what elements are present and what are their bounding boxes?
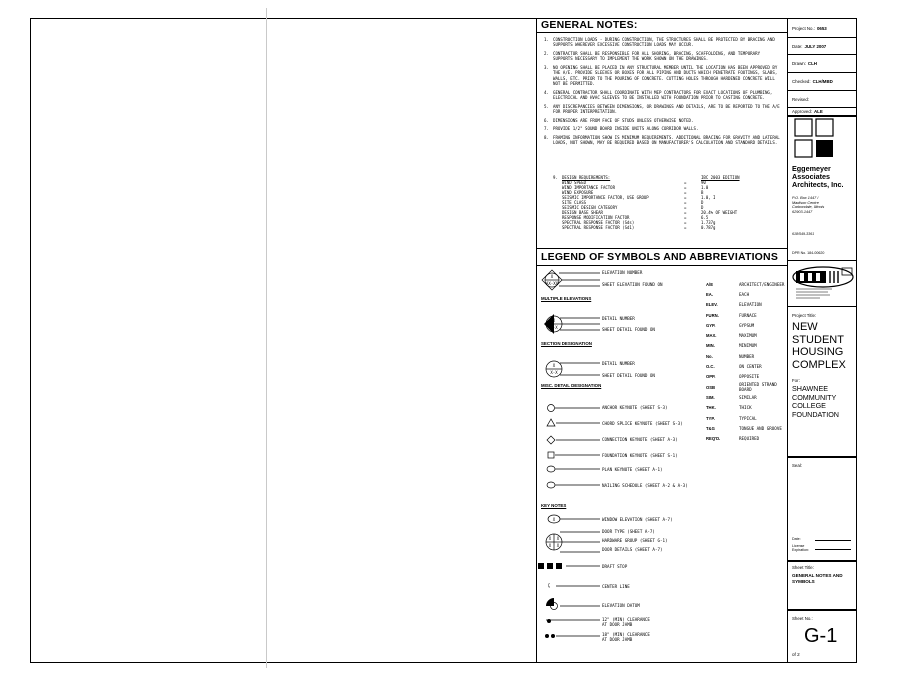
legend-detail2-number: DETAIL NUMBER xyxy=(602,361,635,366)
legend-multiple-elevations: MULTIPLE ELEVATIONS xyxy=(541,296,592,301)
abbreviation-row: A/E ARCHITECT/ENGINEER xyxy=(706,281,785,287)
legend-section-designation: SECTION DESIGNATION xyxy=(541,341,592,346)
legend-keynote: CHORD SPLICE KEYNOTE (SHEET S-3) xyxy=(602,421,683,426)
legend-window: WINDOW ELEVATION (SHEET A-7) xyxy=(602,517,673,522)
firm-phone: 618/549-3361 xyxy=(792,232,815,236)
abbreviation-row: GYP. GYPSUM xyxy=(706,322,755,328)
design-header: 9. DESIGN REQUIREMENTS: IBC 2003 EDITION xyxy=(553,175,740,180)
svg-text:X: X xyxy=(552,363,556,368)
legend-misc-detail: MISC. DETAIL DESIGNATION xyxy=(541,383,602,388)
abbreviation-row: OSB ORIENTED STRAND BOARD xyxy=(706,382,777,393)
design-row: WIND SPEED = 90 xyxy=(562,180,706,185)
note-item: 1. CONSTRUCTION LOADS - DURING CONSTRUCTION, THE STRUCTURES SHALL BE PROTECTED BY BRACING AND SUPPORTS WHEREVER EXCESSIVE CONSTRUCTION LOADS MAY OCCUR. xyxy=(544,37,775,48)
abbreviation-row: O.C. ON CENTER xyxy=(706,364,762,370)
abbreviation-row: SIM. SIMILAR xyxy=(706,394,757,400)
note-item: 3. NO OPENING SHALL BE PLACED IN ANY STRUCTURAL MEMBER UNTIL THE LOCATION HAS BEEN APPROVED BY THE A/E. PROVIDE SLEEVES OR BOXES FOR ALL PIPING AND DUCTS WHICH PENETRATE FOOTINGS, SLABS, WALLS, ETC. PRIOR TO THE POURING OF CONCRETE. CUTTING HOLES THROUGH HARDENED CONCRETE WILL NOT BE PERMITTED. xyxy=(544,65,778,87)
consultant-logo xyxy=(790,265,856,303)
note-item: 8. FRAMING INFORMATION SHOW IS MINIMUM REQUIREMENTS. ADDITIONAL BRACING FOR GRAVITY AND LATERAL LOADS, NOT SHOWN, MAY BE REQUIRED BASED ON MANUFACTURER'S CALCULATION AND STANDARD DETAILS. xyxy=(544,135,780,146)
general-notes-list xyxy=(544,37,782,149)
note-item: 5. ANY DISCREPANCIES BETWEEN DIMENSIONS, OR DRAWINGS AND DETAILS, ARE TO BE REPORTED TO THE A/E FOR PROPER INTERPRETATION. xyxy=(544,103,780,115)
project-title: NEW STUDENT HOUSING COMPLEX xyxy=(792,321,846,371)
abbreviation-row: TYP. TYPICAL xyxy=(706,415,757,421)
legend-hardware-group: HARDWARE GROUP (SHEET G-1) xyxy=(602,538,668,543)
svg-text:X: X xyxy=(556,536,560,541)
abbreviation-row: REQ'D. REQUIRED xyxy=(706,436,760,442)
tb-rule xyxy=(788,260,857,261)
design-row: DESIGN BASE SHEAR = 20.4% OF WEIGHT xyxy=(562,210,738,215)
general-notes-title: GENERAL NOTES: xyxy=(541,19,638,31)
firm-address: P.O. Box 1447 / Madison Centre Carbondale, Illinois 62903-1447 xyxy=(792,196,825,214)
revised-cell: Revised: xyxy=(788,91,857,108)
svg-text:X: X xyxy=(552,517,556,522)
design-requirements-table xyxy=(553,175,781,230)
legend-keynote: NAILING SCHEDULE (SHEET A-2 & A-3) xyxy=(602,483,688,488)
legend-title: LEGEND OF SYMBOLS AND ABBREVIATIONS xyxy=(541,251,779,263)
abbreviation-row: ELEV. ELEVATION xyxy=(706,302,762,308)
tb-rule xyxy=(788,456,857,458)
svg-text:X: X xyxy=(548,536,552,541)
client-name: SHAWNEE COMMUNITY COLLEGE FOUNDATION xyxy=(792,384,839,419)
sheet-title-label: Sheet Title: xyxy=(792,565,814,570)
seal-date-label: Date: xyxy=(792,537,801,541)
seal-label: Seal: xyxy=(792,463,803,468)
abbreviation-row: EA. EACH xyxy=(706,291,750,297)
checked-cell: Checked: CLH/MBD xyxy=(788,73,857,91)
note-item: 7. PROVIDE 1/2" SOUND BOARD INSIDE UNITS ALONG CORRIDOR WALLS. xyxy=(544,126,699,132)
tb-rule xyxy=(788,560,857,562)
legend-elevation-number: ELEVATION NUMBER xyxy=(602,270,643,275)
sheet-count: of 2 xyxy=(792,652,800,657)
seal-license-label: License Expiration: xyxy=(792,544,809,552)
abbreviations-list xyxy=(706,279,788,444)
svg-text:X-X: X-X xyxy=(550,370,558,375)
legend-elevation-sheet: SHEET ELEVATION FOUND ON xyxy=(602,282,663,287)
drawn-cell: Drawn: CLH xyxy=(788,55,857,73)
seal-date-line xyxy=(815,540,851,541)
abbreviation-row: FURN. FURNACE xyxy=(706,312,757,318)
svg-text:Ç: Ç xyxy=(547,583,551,588)
svg-text:X: X xyxy=(552,318,556,323)
project-title-label: Project Title: xyxy=(792,313,817,318)
legend-keynote: PLAN KEYNOTE (SHEET A-1) xyxy=(602,467,663,472)
svg-text:X: X xyxy=(556,543,560,548)
legend-key-notes-label: KEY NOTES xyxy=(541,503,567,508)
legend-detail2-sheet: SHEET DETAIL FOUND ON xyxy=(602,373,655,378)
notes-title-rule xyxy=(536,32,787,33)
note-item: 4. GENERAL CONTRACTOR SHALL COORDINATE WITH MEP CONTRACTORS FOR EXACT LOCATIONS OF PLUMBING, ELECTRICAL AND HVAC SLEEVES TO BE INSTALLED WITH FOUNDATION PRIOR TO CASTING CONCRETE. xyxy=(544,89,773,101)
legend-top-rule xyxy=(536,248,787,249)
abbreviation-row: THK. THICK xyxy=(706,405,752,411)
svg-text:AX-XX: AX-XX xyxy=(545,281,559,286)
project-no-cell: Project No.: 0653 xyxy=(788,20,857,38)
firm-logo xyxy=(794,118,836,160)
design-row: RESPONSE MODIFICATION FACTOR = 6.5 xyxy=(562,215,709,220)
legend-clearance-12: 12" (MIN) CLEARANCE AT DOOR JAMB xyxy=(602,617,650,627)
design-row: WIND IMPORTANCE FACTOR = 1.0 xyxy=(562,185,709,190)
legend-elevation-datum: ELEVATION DATUM xyxy=(602,603,640,608)
legend-keynote: FOUNDATION KEYNOTE (SHEET S-1) xyxy=(602,453,678,458)
legend-keynote: ANCHOR KEYNOTE (SHEET S-3) xyxy=(602,405,668,410)
date-cell: Date: JULY 2007 xyxy=(788,38,857,55)
firm-name: Eggemeyer Associates Architects, Inc. xyxy=(792,164,844,189)
sheet-title: GENERAL NOTES AND SYMBOLS xyxy=(792,573,843,584)
design-row: WIND EXPOSURE = B xyxy=(562,190,704,195)
svg-text:X-X: X-X xyxy=(550,325,558,330)
legend-draft-stop: DRAFT STOP xyxy=(602,564,628,569)
tb-rule xyxy=(788,306,857,307)
legend-door-type: DOOR TYPE (SHEET A-7) xyxy=(602,529,655,534)
approved-cell: Approved: ALE xyxy=(788,108,857,117)
note-item: 6. DIMENSIONS ARE FROM FACE OF STUDS UNLESS OTHERWISE NOTED. xyxy=(544,117,694,123)
seal-license-line xyxy=(815,549,851,550)
sheet-number-label: Sheet No.: xyxy=(792,616,813,621)
abbreviation-row: T&G TONGUE AND GROOVE xyxy=(706,425,782,431)
legend-detail-sheet: SHEET DETAIL FOUND ON xyxy=(602,327,655,332)
svg-text:X: X xyxy=(548,543,552,548)
design-row: SEISMIC DESIGN CATEGORY = D xyxy=(562,205,704,210)
sheet-number: G-1 xyxy=(804,625,838,647)
abbreviation-row: MAX. MAXIMUM xyxy=(706,333,757,339)
svg-text:X: X xyxy=(550,274,554,279)
design-row: SITE CLASS = D xyxy=(562,200,704,205)
note-item: 2. CONTRACTOR SHALL BE RESPONSIBLE FOR ALL SHORING, BRACING, SCAFFOLDING, AND TEMPORARY SUPPORTS NECESSARY TO IMPLEMENT THE WORK SHOWN ON THE DRAWINGS. xyxy=(544,51,761,62)
legend-detail-number: DETAIL NUMBER xyxy=(602,316,635,321)
tb-rule xyxy=(788,609,857,611)
design-row: SEISMIC IMPORTANCE FACTOR, USE GROUP = 1.0, I xyxy=(562,195,716,200)
design-row: SPECTRAL RESPONSE FACTOR (Sds) = 1.737g xyxy=(562,220,716,225)
legend-keynote: CONNECTION KEYNOTE (SHEET A-3) xyxy=(602,437,678,442)
abbreviation-row: MIN. MINIMUM xyxy=(706,343,757,349)
design-row: SPECTRAL RESPONSE FACTOR (Sd1) = 0.787g xyxy=(562,225,716,230)
dpr-number: DPR No. 184-00620 xyxy=(792,251,825,255)
legend-center-line: CENTER LINE xyxy=(602,584,630,589)
legend-clearance-18: 18" (MIN) CLEARANCE AT DOOR JAMB xyxy=(602,632,650,642)
abbreviation-row: No. NUMBER xyxy=(706,353,755,359)
page-fold-line xyxy=(266,8,267,668)
client-label: For: xyxy=(792,378,800,383)
legend-door-details: DOOR DETAILS (SHEET A-7) xyxy=(602,547,663,552)
abbreviation-row: OPP. OPPOSITE xyxy=(706,374,760,380)
